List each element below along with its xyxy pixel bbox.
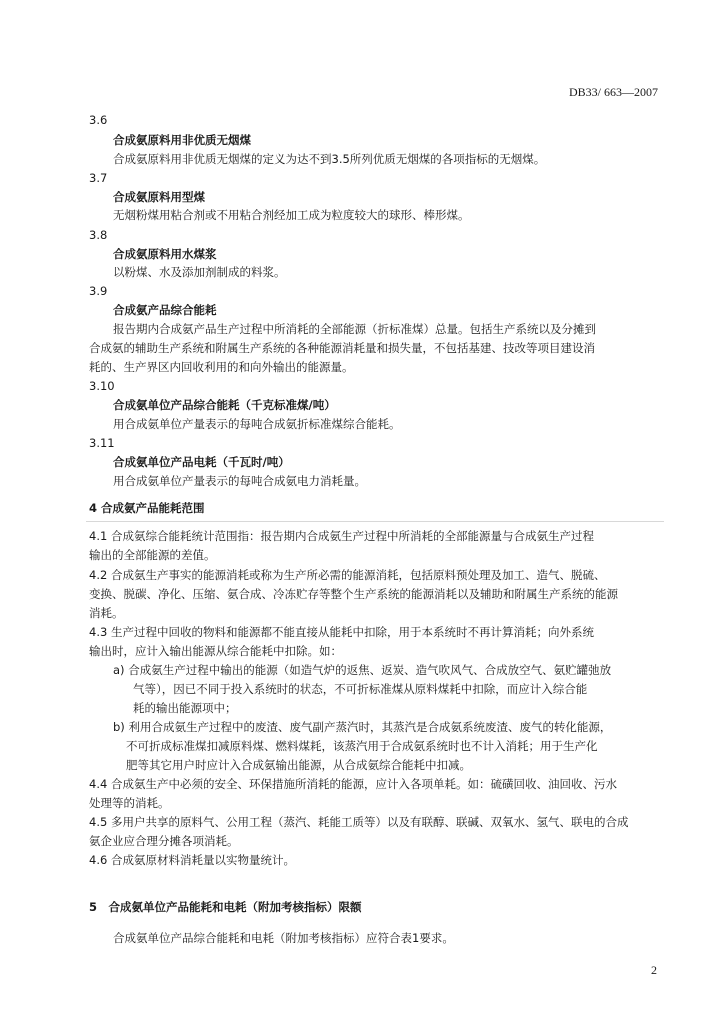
list-item-a: a) 合成氨生产过程中输出的能源（如造气炉的返焦、返炭、造气吹风气、合成放空气、氨贮罐弛放 — [113, 663, 612, 677]
term-definition: 合成氨原料用非优质无烟煤的定义为达不到3.5所列优质无烟煤的各项指标的无烟煤。 — [113, 152, 546, 166]
paragraph-line: 变换、脱碳、净化、压缩、氨合成、冷冻贮存等整个生产系统的能源消耗以及辅助和附属生产系统的能源 — [89, 587, 618, 601]
list-item-a-cont: 耗的输出能源项中； — [133, 701, 237, 715]
term-title: 合成氨产品综合能耗 — [113, 303, 217, 317]
paragraph-line: 4.6 合成氨原材料消耗量以实物量统计。 — [89, 853, 295, 867]
term-definition: 以粉煤、水及添加剂制成的料浆。 — [113, 265, 286, 279]
term-number: 3.11 — [89, 436, 115, 450]
term-title: 合成氨单位产品综合能耗（千克标准煤/吨） — [113, 398, 336, 412]
term-title: 合成氨原料用水煤浆 — [113, 247, 217, 261]
term-definition: 合成氨的辅助生产系统和附属生产系统的各种能源消耗量和损失量，不包括基建、技改等项目建设消 — [89, 341, 595, 355]
paragraph-line: 氨企业应合理分摊各项消耗。 — [89, 834, 239, 848]
paragraph-line: 输出时，应计入输出能源从综合能耗中扣除。如： — [89, 644, 342, 658]
term-number: 3.8 — [89, 228, 108, 242]
paragraph-line: 输出的全部能源的差值。 — [89, 548, 216, 562]
term-definition: 耗的、生产界区内回收利用的和向外输出的能源量。 — [89, 360, 354, 374]
paragraph-line: 4.2 合成氨生产事实的能源消耗或称为生产所必需的能源消耗，包括原料预处理及加工、造气、脱硫、 — [89, 568, 606, 582]
paragraph-line: 处理等的消耗。 — [89, 796, 170, 810]
term-definition: 用合成氨单位产量表示的每吨合成氨折标准煤综合能耗。 — [113, 417, 401, 431]
list-item-b-cont: 不可折成标准煤扣减原料煤、燃料煤耗，该蒸汽用于合成氨系统时也不计入消耗；用于生产化 — [126, 739, 598, 753]
term-number: 3.6 — [89, 113, 108, 127]
paragraph-line: 4.4 合成氨生产中必须的安全、环保措施所消耗的能源，应计入各项单耗。如：硫磺回收、油回收、污水 — [89, 777, 617, 791]
paragraph-line: 合成氨单位产品综合能耗和电耗（附加考核指标）应符合表1要求。 — [113, 931, 454, 945]
term-title: 合成氨原料用非优质无烟煤 — [113, 133, 251, 147]
section-heading: 5 合成氨单位产品能耗和电耗（附加考核指标）限额 — [89, 900, 362, 914]
paragraph-line: 4.5 多用户共享的原料气、公用工程（蒸汽、耗能工质等）以及有联醇、联碱、双氧水、氢气、联电的合成 — [89, 815, 629, 829]
term-definition: 无烟粉煤用粘合剂或不用粘合剂经加工成为粒度较大的球形、棒形煤。 — [113, 208, 470, 222]
term-number: 3.10 — [89, 379, 115, 393]
paragraph-line: 4.1 合成氨综合能耗统计范围指：报告期内合成氨生产过程中所消耗的全部能源量与合成氨生产过程 — [89, 529, 594, 543]
term-title: 合成氨单位产品电耗（千瓦时/吨） — [113, 455, 290, 469]
section-divider — [86, 521, 664, 522]
standard-code: DB33/ 663—2007 — [568, 85, 658, 99]
paragraph-line: 消耗。 — [89, 606, 124, 620]
term-number: 3.7 — [89, 171, 108, 185]
term-definition: 用合成氨单位产量表示的每吨合成氨电力消耗量。 — [113, 474, 366, 488]
page-number: 2 — [651, 963, 657, 977]
list-item-b-cont: 肥等其它用户时应计入合成氨输出能源，从合成氨综合能耗中扣减。 — [126, 758, 471, 772]
list-item-b: b) 利用合成氨生产过程中的废渣、废气副产蒸汽时，其蒸汽是合成氨系统废渣、废气的转化能源， — [113, 720, 612, 734]
list-item-a-cont: 气等），因已不同于投入系统时的状态，不可折标准煤从原料煤耗中扣除，而应计入综合能 — [133, 682, 588, 696]
term-title: 合成氨原料用型煤 — [113, 190, 205, 204]
paragraph-line: 4.3 生产过程中回收的物料和能源都不能直接从能耗中扣除，用于本系统时不再计算消耗；向外系统 — [89, 625, 594, 639]
term-definition: 报告期内合成氨产品生产过程中所消耗的全部能源（折标准煤）总量。包括生产系统以及分摊到 — [113, 322, 596, 336]
section-heading: 4 合成氨产品能耗范围 — [89, 501, 205, 515]
term-number: 3.9 — [89, 284, 108, 298]
